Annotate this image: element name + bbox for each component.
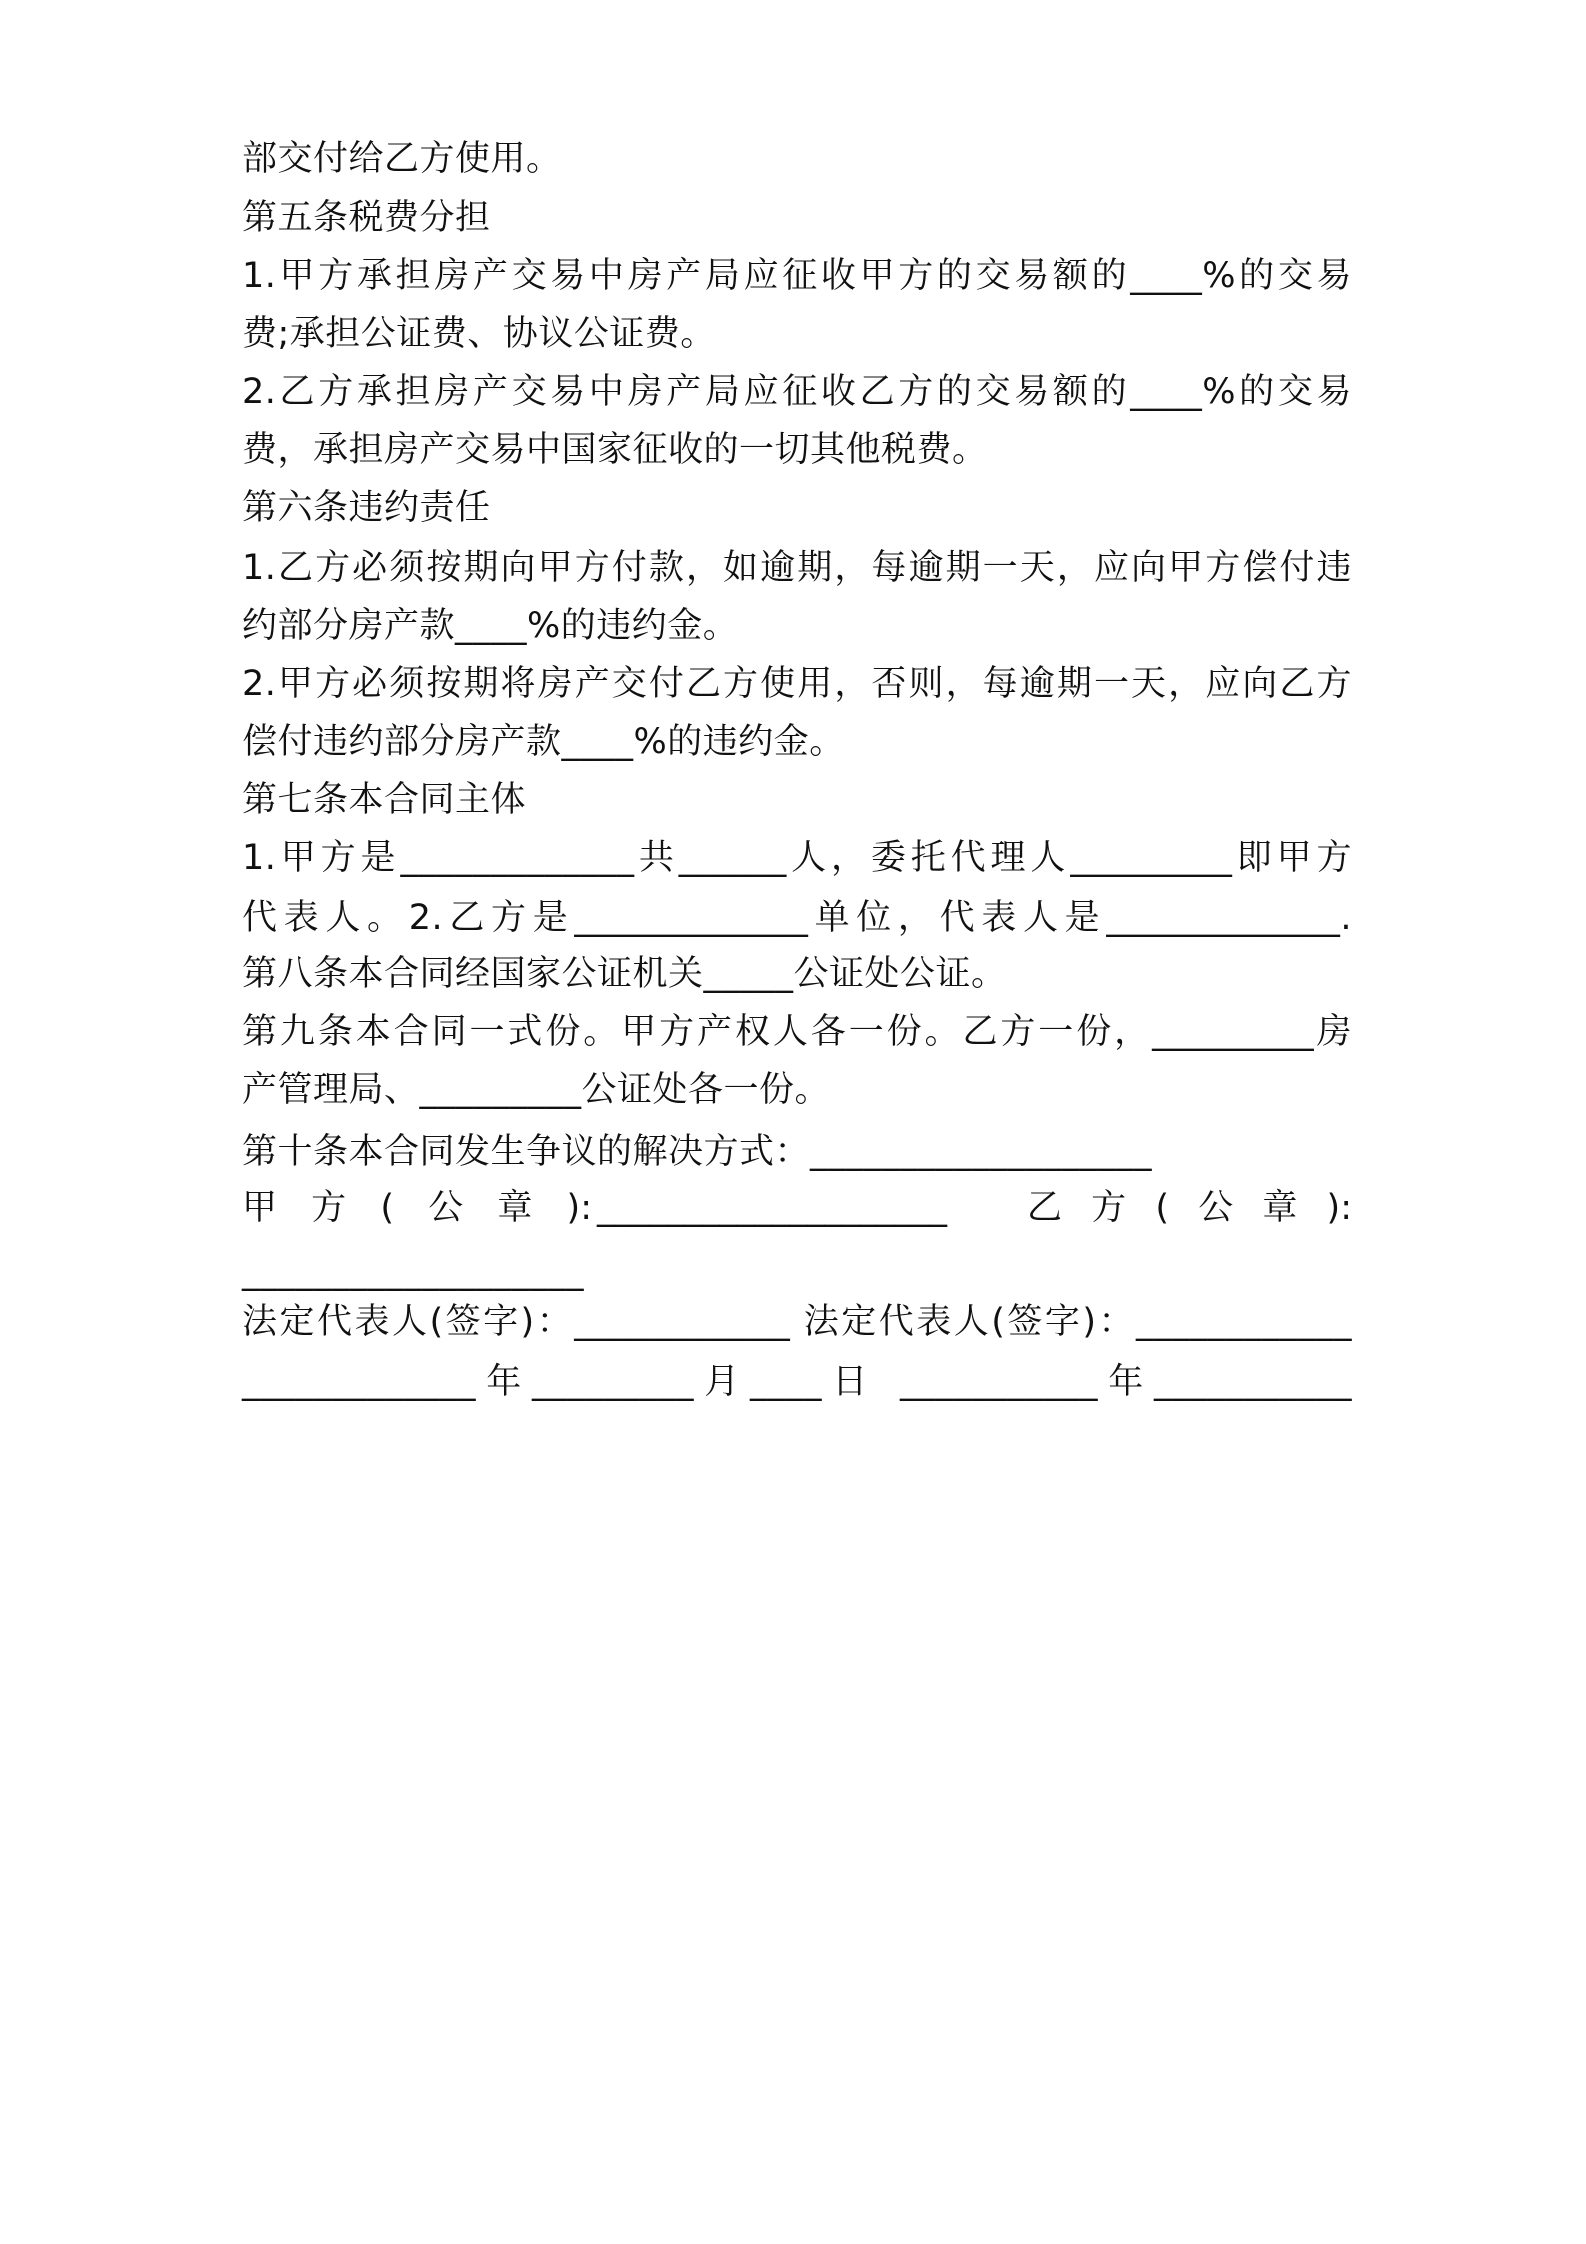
paragraph-line: 产管理局、_________公证处各一份。 [242,1070,831,1110]
date-line: _____________年_________月____日 ___________年___________ [242,1362,1352,1402]
paragraph-line: 2.甲方必须按期将房产交付乙方使用，否则，每逾期一天，应向乙方 [242,664,1352,704]
article-10-line: 第十条本合同发生争议的解决方式：___________________ [242,1132,1153,1172]
paragraph-line: 1.甲方是_____________共______人，委托代理人_________即甲方 [242,838,1352,878]
article-6-heading: 第六条违约责任 [242,488,491,528]
paragraph-line: 部交付给乙方使用。 [242,139,562,179]
party-a-seal-blank: ____________________ [597,1188,947,1228]
party-b-seal-blank: ___________________ [242,1252,584,1292]
article-8-line: 第八条本合同经国家公证机关_____公证处公证。 [242,954,1007,994]
paragraph-line: 约部分房产款____%的违约金。 [242,606,739,646]
paragraph-line: 偿付违约部分房产款____%的违约金。 [242,722,845,762]
paragraph-line: 2.乙方承担房产交易中房产局应征收乙方的交易额的____%的交易 [242,372,1352,412]
paragraph-line: 费;承担公证费、协议公证费。 [242,314,716,354]
article-5-heading: 第五条税费分担 [242,198,491,238]
article-9-line: 第九条本合同一式份。甲方产权人各一份。乙方一份，_________房 [242,1012,1352,1052]
paragraph-line: 1.乙方必须按期向甲方付款，如逾期，每逾期一天，应向甲方偿付违 [242,548,1352,588]
party-b-seal-label: 乙方(公章): [1027,1188,1352,1228]
article-7-heading: 第七条本合同主体 [242,780,527,820]
paragraph-line: 1.甲方承担房产交易中房产局应征收甲方的交易额的____%的交易 [242,256,1352,296]
paragraph-line: 代表人。2.乙方是_____________单位，代表人是_____________. [242,898,1352,938]
legal-rep-signature-line: 法定代表人(签字)：____________ 法定代表人(签字)：____________ [242,1302,1352,1342]
party-a-seal-label: 甲方(公章): [242,1188,592,1228]
paragraph-line: 费，承担房产交易中国家征收的一切其他税费。 [242,430,988,470]
